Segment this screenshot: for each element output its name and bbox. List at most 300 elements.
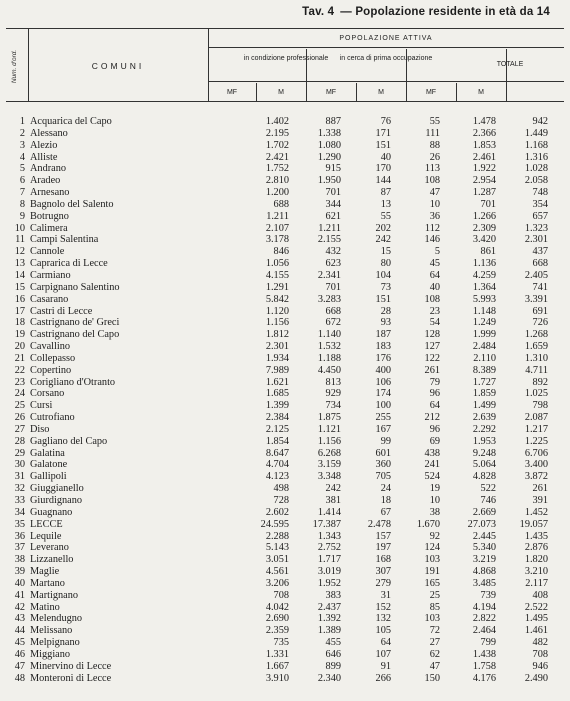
mf-totale: 2.461 [472,151,496,163]
mf-prima-occupazione: 13 [380,198,391,210]
mf-professionale: 708 [273,589,289,601]
m-professionale: 734 [325,400,341,412]
m-totale: 1.025 [524,388,548,400]
mf-prima-occupazione: 28 [380,305,391,317]
m-professionale: 1.392 [317,613,341,625]
comune-name: Galatina [30,447,65,459]
m-professionale: 344 [325,198,341,210]
table-row [0,566,570,578]
mf-professionale: 2.421 [265,151,289,163]
mf-prima-occupazione: 157 [375,530,391,542]
mf-professionale: 2.384 [265,412,289,424]
table-row [0,175,570,187]
sub-header-prima-occupazione: in cerca di prima occupazione [339,55,433,62]
mf-professionale: 2.125 [265,423,289,435]
table-row [0,140,570,152]
m-professionale: 813 [325,376,341,388]
comune-name: Corsano [30,388,65,400]
m-professionale: 383 [325,589,341,601]
table-row [0,412,570,424]
m-totale: 1.217 [524,423,548,435]
mf-professionale: 1.667 [265,660,289,672]
comune-name: Castrignano del Capo [30,329,120,341]
mf-prima-occupazione: 55 [380,210,391,222]
m-prima-occupazione: 96 [429,388,440,400]
m-prima-occupazione: 10 [429,495,440,506]
col-header-mf: MF [325,89,337,96]
comune-name: Alessano [30,127,68,139]
m-totale: 437 [532,246,548,258]
mf-prima-occupazione: 176 [375,352,391,364]
mf-prima-occupazione: 202 [375,222,391,234]
m-professionale: 1.080 [317,139,341,151]
page-title [302,6,556,18]
m-prima-occupazione: 19 [429,483,440,495]
row-number: 1 [19,116,25,127]
mf-prima-occupazione: 279 [375,577,391,589]
table-row [0,625,570,637]
m-totale: 2.405 [524,269,548,281]
m-totale: 1.435 [524,530,548,542]
mf-totale: 1.136 [472,258,496,270]
table-row [0,211,570,223]
m-professionale: 4.450 [317,364,341,376]
m-professionale: 17.387 [312,518,341,530]
comune-name: Campi Salentina [30,234,99,246]
m-prima-occupazione: 438 [424,447,440,459]
mf-professionale: 1.200 [265,187,289,199]
mf-professionale: 1.211 [266,210,289,222]
mf-professionale: 1.702 [265,139,289,151]
comune-name: Matino [30,601,60,613]
row-number: 46 [14,648,25,660]
mf-professionale: 688 [273,198,289,210]
comune-name: Corigliano d'Otranto [30,376,116,388]
m-prima-occupazione: 64 [429,269,440,281]
table-row [0,424,570,436]
m-professionale: 1.140 [317,329,341,341]
row-number: 38 [14,554,25,566]
row-number: 11 [15,234,25,246]
mf-professionale: 728 [273,495,289,506]
m-totale: 3.400 [524,459,548,471]
mf-professionale: 2.301 [265,341,289,353]
mf-totale: 2.309 [472,222,496,234]
table-row [0,459,570,471]
comune-name: Melpignano [30,637,80,649]
mf-prima-occupazione: 171 [375,127,391,139]
table-row [0,448,570,460]
group-header: POPOLAZIONE ATTIVA [339,35,433,42]
mf-prima-occupazione: 183 [375,341,391,353]
table-body [0,116,570,685]
mf-totale: 5.993 [472,293,496,305]
mf-prima-occupazione: 307 [375,566,391,578]
table-row [0,531,570,543]
comune-name: Giuggianello [30,483,84,495]
row-number: 22 [14,364,25,376]
table-row [0,294,570,306]
m-professionale: 242 [325,483,341,495]
row-number: 33 [14,495,25,506]
table-row [0,317,570,329]
m-prima-occupazione: 150 [424,672,440,684]
table-row [0,270,570,282]
mf-prima-occupazione: 91 [380,660,391,672]
comune-name: Guagnano [30,506,73,518]
m-totale: 354 [532,198,548,210]
mf-prima-occupazione: 132 [375,613,391,625]
table-row [0,400,570,412]
mf-prima-occupazione: 400 [375,364,391,376]
mf-totale: 2.464 [472,625,496,637]
mf-professionale: 5.143 [265,542,289,554]
m-totale: 1.495 [524,613,548,625]
mf-professionale: 4.123 [265,471,289,483]
comune-name: Bagnolo del Salento [30,198,114,210]
row-number: 14 [14,269,25,281]
mf-totale: 1.148 [472,305,496,317]
m-professionale: 1.188 [317,352,341,364]
m-totale: 2.490 [524,672,548,684]
mf-professionale: 3.910 [265,672,289,684]
mf-professionale: 8.647 [265,447,289,459]
m-totale: 3.391 [524,293,548,305]
row-number: 35 [14,518,25,530]
m-professionale: 621 [325,210,341,222]
m-professionale: 1.338 [317,127,341,139]
comune-name: Carmiano [30,269,71,281]
row-number: 8 [19,198,25,210]
mf-prima-occupazione: 104 [375,269,391,281]
comune-name: LECCE [30,518,63,530]
row-number: 45 [14,637,25,649]
mf-totale: 1.853 [472,139,496,151]
mf-prima-occupazione: 99 [380,435,391,447]
mf-totale: 2.822 [472,613,496,625]
table-row [0,223,570,235]
m-professionale: 2.341 [317,269,341,281]
m-totale: 657 [532,210,548,222]
comune-name: Monteroni di Lecce [30,672,112,684]
table-row [0,483,570,495]
mf-professionale: 4.561 [265,566,289,578]
m-prima-occupazione: 127 [424,341,440,353]
m-professionale: 432 [325,246,341,258]
row-number: 36 [14,530,25,542]
table-row [0,329,570,341]
m-prima-occupazione: 128 [424,329,440,341]
m-prima-occupazione: 1.670 [416,518,440,530]
row-number: 4 [19,151,25,163]
m-prima-occupazione: 241 [424,459,440,471]
row-number: 7 [19,187,25,199]
table-row [0,590,570,602]
m-professionale: 915 [325,163,341,175]
mf-professionale: 2.602 [265,506,289,518]
m-totale: 2.087 [524,412,548,424]
m-totale: 1.028 [524,163,548,175]
table-row [0,495,570,507]
mf-prima-occupazione: 705 [375,471,391,483]
comune-name: Lizzanello [30,554,74,566]
mf-prima-occupazione: 151 [375,139,391,151]
mf-totale: 1.364 [472,281,496,293]
row-number: 16 [14,293,25,305]
table-row [0,436,570,448]
mf-professionale: 4.042 [265,601,289,613]
mf-professionale: 1.854 [265,435,289,447]
mf-totale: 4.259 [472,269,496,281]
row-number: 21 [14,352,25,364]
m-professionale: 1.156 [317,435,341,447]
table-row [0,673,570,685]
mf-prima-occupazione: 105 [375,625,391,637]
table-row [0,246,570,258]
m-totale: 2.876 [524,542,548,554]
mf-prima-occupazione: 64 [380,637,391,649]
mf-totale: 27.073 [467,518,496,530]
mf-totale: 2.110 [473,352,496,364]
m-professionale: 646 [325,648,341,660]
m-professionale: 1.290 [317,151,341,163]
mf-professionale: 2.195 [265,127,289,139]
mf-prima-occupazione: 15 [380,246,391,258]
comune-name: Acquarica del Capo [30,116,112,127]
m-totale: 2.522 [524,601,548,613]
mf-prima-occupazione: 174 [375,388,391,400]
m-professionale: 1.121 [317,423,341,435]
m-professionale: 1.717 [317,554,341,566]
mf-professionale: 1.752 [265,163,289,175]
mf-prima-occupazione: 168 [375,554,391,566]
mf-totale: 3.420 [472,234,496,246]
m-professionale: 929 [325,388,341,400]
mf-totale: 1.287 [472,187,496,199]
table-number: Tav. 4 [302,6,335,18]
m-professionale: 672 [325,317,341,329]
mf-professionale: 1.291 [265,281,289,293]
mf-totale: 2.292 [472,423,496,435]
comune-name: Copertino [30,364,72,376]
mf-prima-occupazione: 266 [375,672,391,684]
mf-professionale: 2.107 [265,222,289,234]
table-row [0,471,570,483]
m-prima-occupazione: 62 [429,648,440,660]
col-header-m: M [278,89,284,96]
row-number: 40 [14,577,25,589]
row-number: 32 [14,483,25,495]
row-number: 20 [14,341,25,353]
m-professionale: 1.343 [317,530,341,542]
m-prima-occupazione: 10 [429,198,440,210]
table-row [0,542,570,554]
m-professionale: 381 [325,495,341,506]
m-prima-occupazione: 25 [429,589,440,601]
comune-name: Lequile [30,530,62,542]
mf-totale: 1.859 [472,388,496,400]
mf-totale: 2.669 [472,506,496,518]
mf-totale: 701 [480,198,496,210]
m-professionale: 701 [325,187,341,199]
row-number: 28 [14,435,25,447]
mf-prima-occupazione: 100 [375,400,391,412]
row-number: 37 [14,542,25,554]
m-professionale: 3.283 [317,293,341,305]
mf-totale: 3.219 [472,554,496,566]
table-row [0,353,570,365]
mf-professionale: 1.331 [265,648,289,660]
row-number: 10 [14,222,25,234]
mf-prima-occupazione: 40 [380,151,391,163]
table-row [0,163,570,175]
mf-totale: 2.366 [472,127,496,139]
mf-totale: 4.176 [472,672,496,684]
mf-prima-occupazione: 152 [375,601,391,613]
comune-name: Calimera [30,222,68,234]
m-prima-occupazione: 27 [429,637,440,649]
mf-prima-occupazione: 197 [375,542,391,554]
m-totale: 19.057 [519,518,548,530]
mf-totale: 861 [480,246,496,258]
row-number: 19 [14,329,25,341]
m-totale: 261 [532,483,548,495]
comune-name: Casarano [30,293,69,305]
rownum-header: Num. d'ord. [11,49,19,83]
table-row [0,187,570,199]
row-number: 27 [14,423,25,435]
m-totale: 1.168 [524,139,548,151]
comune-name: Melendugno [30,613,83,625]
table-row [0,258,570,270]
mf-prima-occupazione: 31 [380,589,391,601]
comune-name: Cutrofiano [30,412,75,424]
m-totale: 1.225 [524,435,548,447]
row-number: 29 [14,447,25,459]
row-number: 34 [14,506,25,518]
mf-totale: 9.248 [472,447,496,459]
mf-prima-occupazione: 360 [375,459,391,471]
row-number: 26 [14,412,25,424]
table-row [0,152,570,164]
m-totale: 1.461 [524,625,548,637]
col-header-mf: MF [425,89,437,96]
m-totale: 408 [532,589,548,601]
m-prima-occupazione: 54 [429,317,440,329]
mf-professionale: 1.056 [265,258,289,270]
m-professionale: 1.875 [317,412,341,424]
comune-name: Cannole [30,246,65,258]
m-totale: 892 [532,376,548,388]
m-prima-occupazione: 5 [434,246,440,258]
comune-name: Martignano [30,589,79,601]
mf-prima-occupazione: 144 [375,175,391,187]
row-number: 25 [14,400,25,412]
m-totale: 946 [532,660,548,672]
row-number: 12 [14,246,25,258]
table-row [0,116,570,128]
mf-professionale: 1.934 [265,352,289,364]
row-number: 30 [14,459,25,471]
m-professionale: 2.437 [317,601,341,613]
m-totale: 668 [532,258,548,270]
m-professionale: 455 [325,637,341,649]
mf-prima-occupazione: 151 [375,293,391,305]
mf-professionale: 3.206 [265,577,289,589]
m-totale: 1.316 [524,151,548,163]
mf-prima-occupazione: 24 [380,483,391,495]
mf-totale: 1.249 [472,317,496,329]
row-number: 24 [14,388,25,400]
m-totale: 798 [532,400,548,412]
table-row [0,613,570,625]
m-prima-occupazione: 112 [424,222,440,234]
mf-professionale: 498 [273,483,289,495]
m-prima-occupazione: 212 [424,412,440,424]
m-totale: 391 [532,495,548,506]
mf-totale: 2.639 [472,412,496,424]
table-row [0,602,570,614]
mf-prima-occupazione: 107 [375,648,391,660]
m-prima-occupazione: 108 [424,293,440,305]
row-number: 23 [14,376,25,388]
comune-name: Botrugno [30,210,69,222]
m-totale: 748 [532,187,548,199]
comune-name: Gallipoli [30,471,67,483]
mf-totale: 1.438 [472,648,496,660]
row-number: 42 [14,601,25,613]
comune-name: Cursi [30,400,53,412]
mf-professionale: 7.989 [265,364,289,376]
table-row [0,578,570,590]
table-row [0,519,570,531]
row-number: 5 [19,163,25,175]
sub-header-totale: TOTALE [496,61,524,68]
mf-totale: 5.064 [472,459,496,471]
mf-totale: 1.999 [472,329,496,341]
mf-prima-occupazione: 187 [375,329,391,341]
mf-prima-occupazione: 18 [380,495,391,506]
mf-prima-occupazione: 170 [375,163,391,175]
mf-professionale: 2.288 [265,530,289,542]
m-prima-occupazione: 23 [429,305,440,317]
m-totale: 691 [532,305,548,317]
m-prima-occupazione: 191 [424,566,440,578]
table-row [0,234,570,246]
mf-totale: 522 [480,483,496,495]
mf-professionale: 1.156 [265,317,289,329]
mf-professionale: 2.690 [265,613,289,625]
row-number: 2 [19,127,25,139]
mf-professionale: 3.178 [265,234,289,246]
mf-totale: 5.340 [472,542,496,554]
comune-name: Andrano [30,163,67,175]
mf-totale: 4.868 [472,566,496,578]
mf-professionale: 3.051 [265,554,289,566]
m-totale: 2.301 [524,234,548,246]
row-number: 39 [14,566,25,578]
comune-name: Gagliano del Capo [30,435,108,447]
mf-totale: 2.484 [472,341,496,353]
mf-totale: 2.954 [472,175,496,187]
m-professionale: 668 [325,305,341,317]
row-number: 44 [14,625,25,637]
row-number: 18 [14,317,25,329]
mf-prima-occupazione: 167 [375,423,391,435]
mf-totale: 8.389 [472,364,496,376]
mf-prima-occupazione: 76 [380,116,391,127]
mf-professionale: 1.120 [265,305,289,317]
